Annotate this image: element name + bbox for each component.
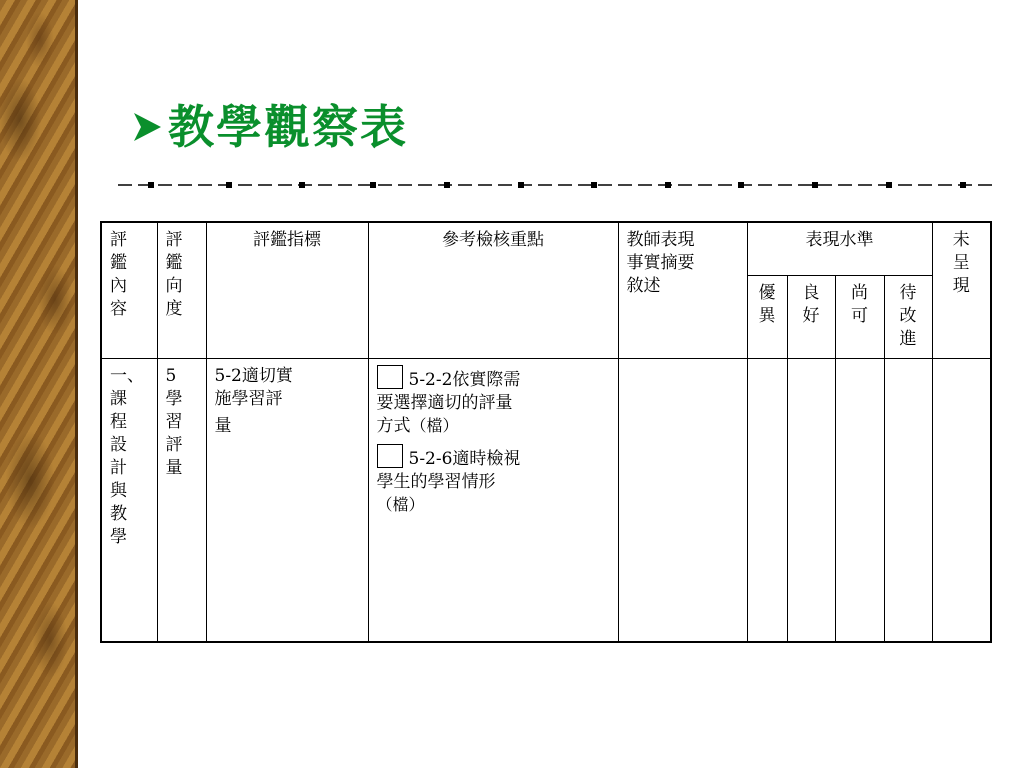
header-indicator: 評鑑指標 — [206, 222, 368, 359]
score-fair-cell[interactable] — [835, 359, 884, 643]
level-needs-improvement: 待 改 進 — [884, 276, 932, 359]
content-cell: 一、 課 程 設 計 與 教 學 — [101, 359, 157, 643]
checkpoints-cell — [368, 359, 618, 643]
header-performance-level: 表現水準 — [747, 222, 932, 276]
header-row-1 — [101, 222, 991, 276]
observation-table — [100, 221, 992, 643]
score-excellent-cell[interactable] — [747, 359, 787, 643]
dimension-cell: 5 學 習 評 量 — [157, 359, 206, 643]
header-not-shown: 未 呈 現 — [932, 222, 991, 359]
score-good-cell[interactable] — [787, 359, 835, 643]
header-dimension: 評 鑑 向 度 — [157, 222, 206, 359]
checkpoint-item: 5-2-6適時檢視 學生的學習情形 （檔） — [377, 444, 610, 515]
score-needs-improvement-cell[interactable] — [884, 359, 932, 643]
level-good: 良 好 — [787, 276, 835, 359]
decorative-side-border — [0, 0, 78, 768]
level-fair: 尚 可 — [835, 276, 884, 359]
table-row — [101, 359, 991, 643]
checkbox[interactable] — [377, 444, 403, 468]
checkpoint-item: 5-2-2依實際需 要選擇適切的評量 方式（檔） — [377, 365, 610, 438]
level-excellent: 優 異 — [747, 276, 787, 359]
dotted-divider — [118, 178, 992, 192]
header-teacher-summary: 教師表現 事實摘要 敘述 — [618, 222, 747, 359]
checkbox[interactable] — [377, 365, 403, 389]
score-not-shown-cell[interactable] — [932, 359, 991, 643]
teacher-summary-cell[interactable] — [618, 359, 747, 643]
header-checkpoints: 參考檢核重點 — [368, 222, 618, 359]
slide-title-text: 教學觀察表 — [168, 100, 408, 154]
header-content: 評 鑑 內 容 — [101, 222, 157, 359]
arrowhead-bullet-icon — [130, 110, 164, 144]
slide-title — [130, 100, 408, 154]
indicator-cell: 5-2適切實 施學習評 量 — [206, 359, 368, 643]
